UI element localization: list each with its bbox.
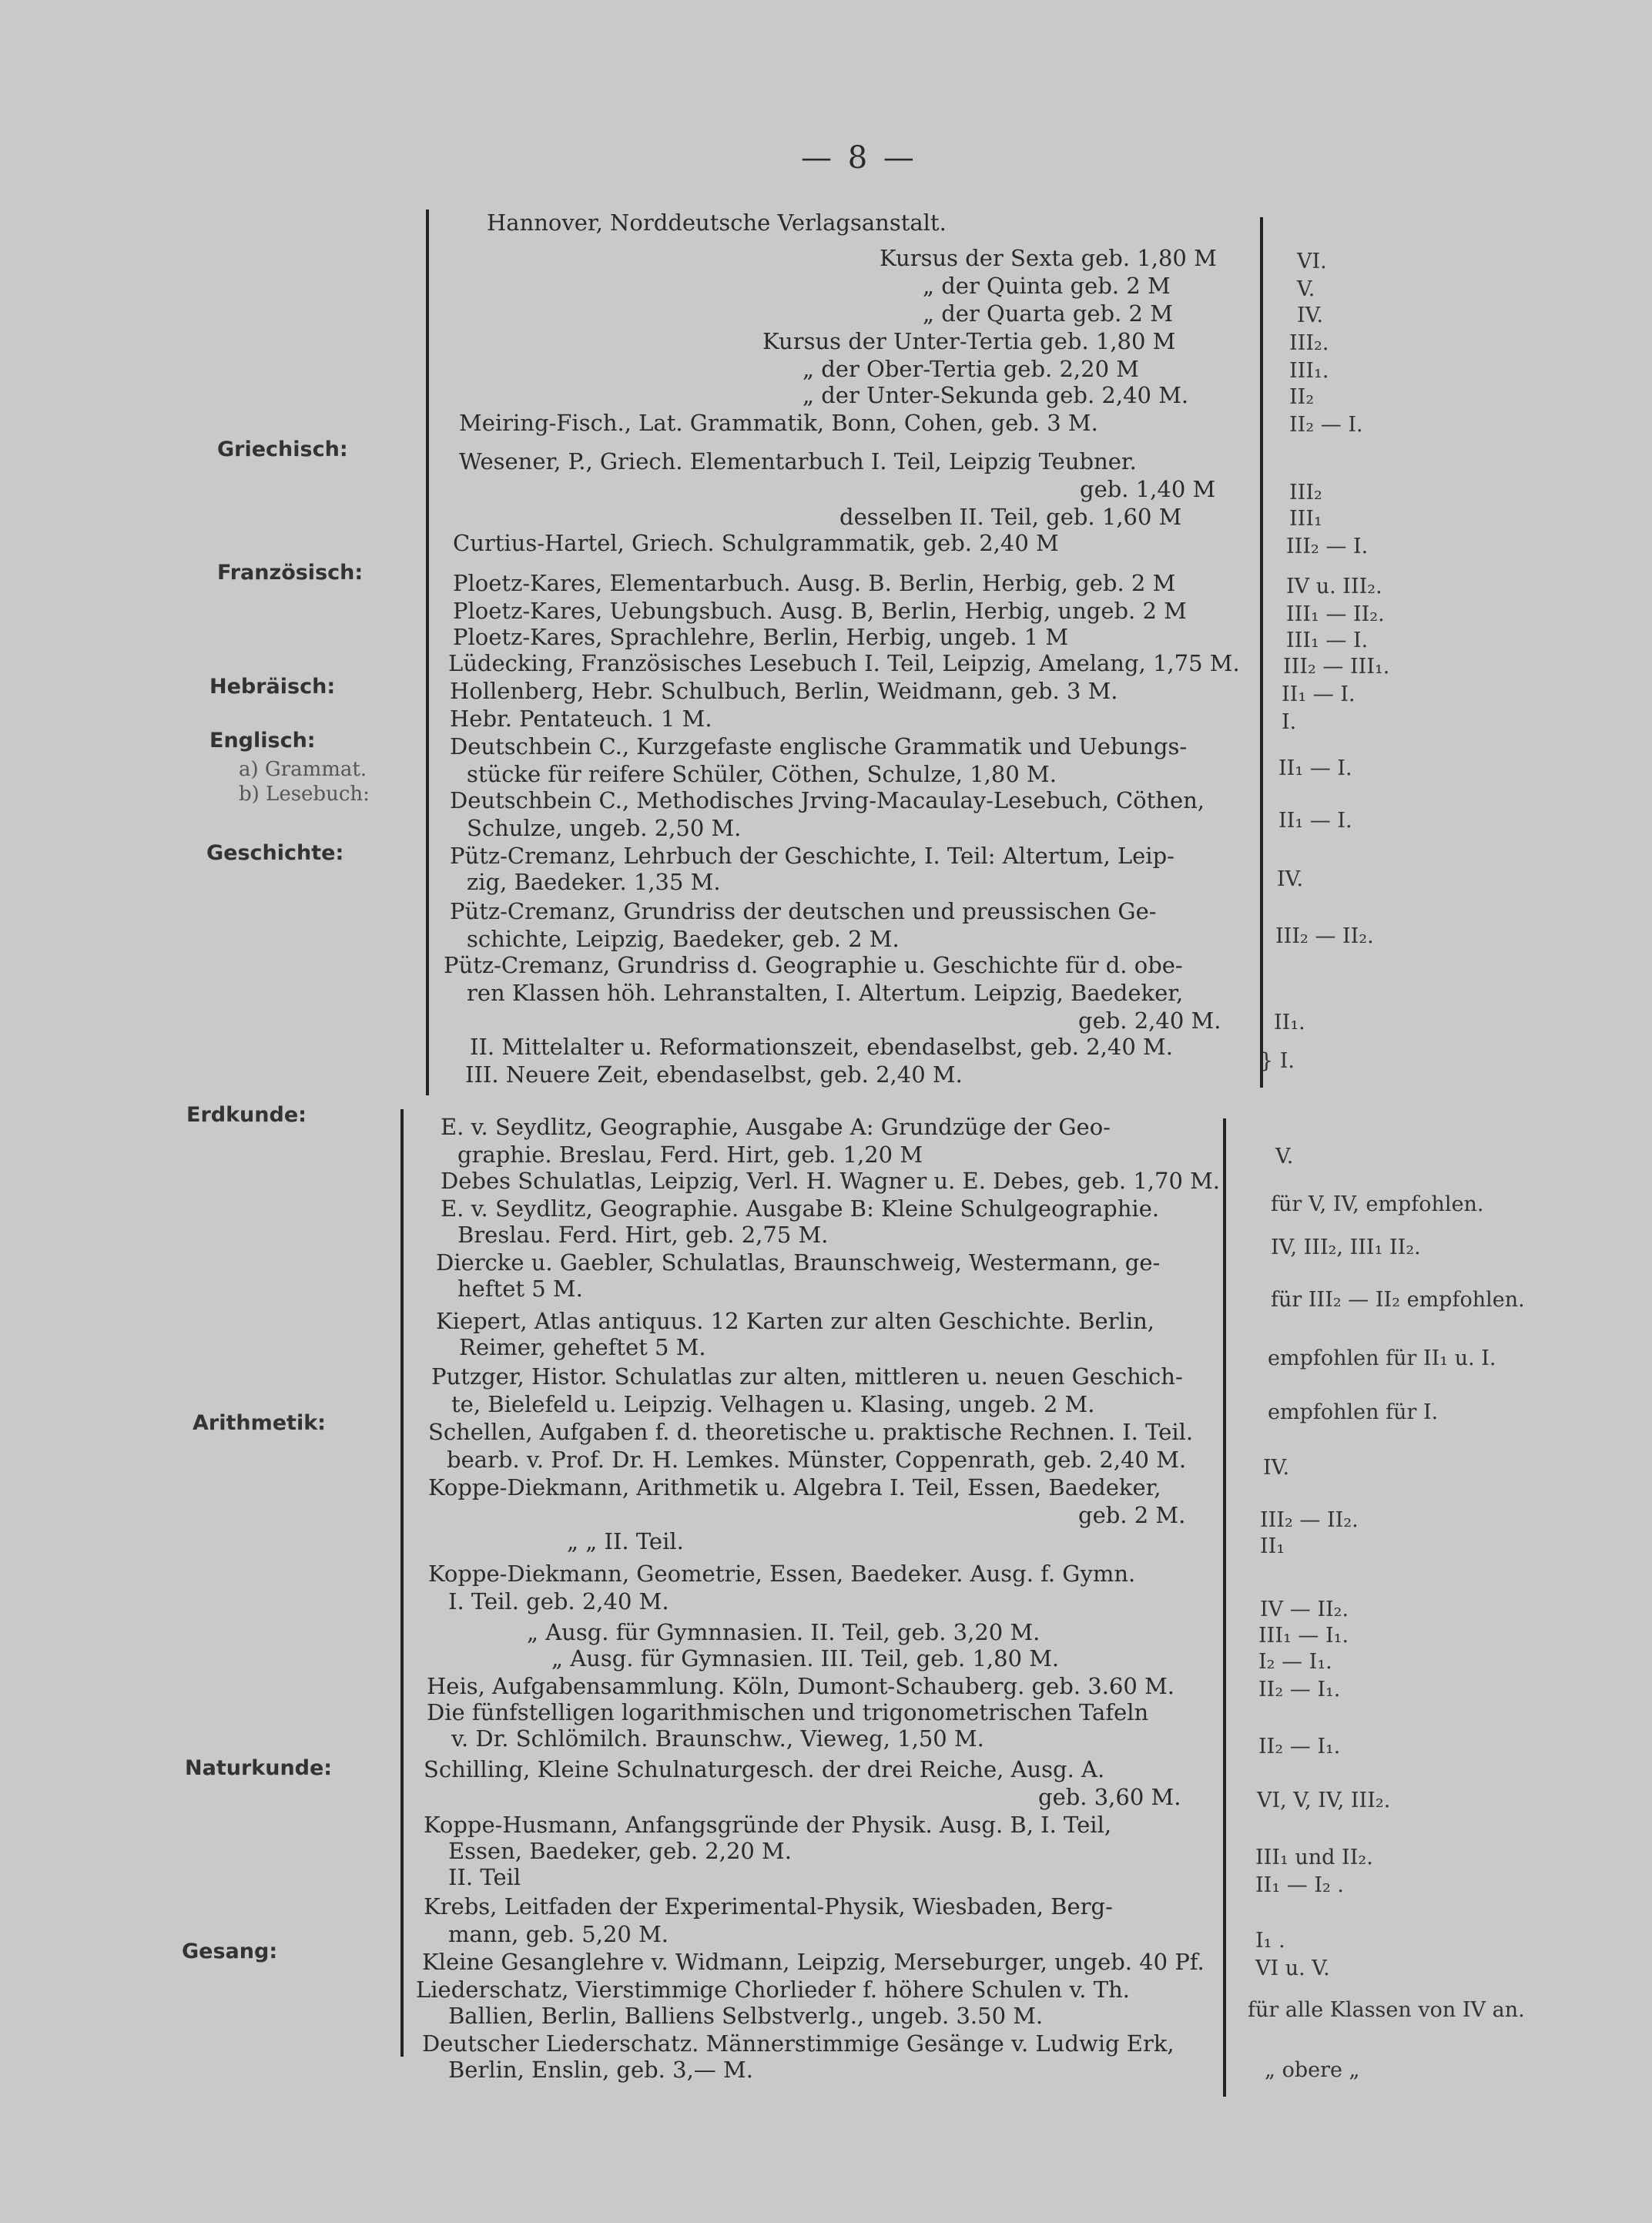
class-label: VI u. V. — [1255, 1956, 1330, 1980]
subject-englisch-lesebuch: b) Lesebuch: — [239, 783, 370, 806]
left-rule-upper — [426, 210, 429, 1095]
class-label: III₁ — [1289, 507, 1322, 531]
class-label: I₂ — I₁. — [1258, 1650, 1332, 1674]
class-label: III₁. — [1289, 359, 1329, 383]
entry-line: Kursus der Unter-Tertia geb. 1,80 M — [762, 328, 1176, 354]
subject-griechisch: Griechisch: — [217, 438, 348, 461]
class-label: II₁. — [1274, 1011, 1305, 1034]
entry-line: Kleine Gesanglehre v. Widmann, Leipzig, Merseburger, ungeb. 40 Pf. — [422, 1949, 1205, 1975]
entry-line: Deutschbein C., Methodisches Jrving-Macaulay-Lesebuch, Cöthen, — [450, 787, 1205, 813]
entry-line: Pütz-Cremanz, Lehrbuch der Geschichte, I. Teil: Altertum, Leip- — [450, 843, 1174, 869]
entry-line: Berlin, Enslin, geb. 3,— M. — [448, 2057, 753, 2083]
class-label: III₁ — I. — [1286, 629, 1369, 652]
entry-line: Ballien, Berlin, Balliens Selbstverlg., ungeb. 3.50 M. — [448, 2003, 1044, 2029]
entry-line: Diercke u. Gaebler, Schulatlas, Braunschweig, Westermann, ge- — [436, 1249, 1161, 1276]
class-label: III₂ — III₁. — [1283, 655, 1390, 679]
entry-line: E. v. Seydlitz, Geographie, Ausgabe A: Grundzüge der Geo- — [441, 1114, 1111, 1140]
class-label: IV. — [1277, 867, 1304, 891]
entry-line: geb. 2,40 M. — [1078, 1008, 1221, 1034]
class-label: IV, III₂, III₁ II₂. — [1271, 1236, 1421, 1259]
entry-line: Pütz-Cremanz, Grundriss der deutschen und preussischen Ge- — [450, 898, 1157, 924]
entry-line: III. Neuere Zeit, ebendaselbst, geb. 2,40 M. — [465, 1061, 963, 1088]
entry-line: Kursus der Sexta geb. 1,80 M — [880, 245, 1217, 271]
class-label: II₁ — I₂ . — [1255, 1873, 1344, 1897]
class-label: IV. — [1297, 303, 1324, 327]
entry-line: Pütz-Cremanz, Grundriss d. Geographie u. Geschichte für d. obe- — [444, 952, 1183, 978]
entry-line: „ der Quinta geb. 2 M — [923, 273, 1171, 299]
class-label: I. — [1282, 710, 1297, 734]
entry-line: „ der Unter-Sekunda geb. 2,40 M. — [803, 382, 1189, 408]
entry-line: Hannover, Norddeutsche Verlagsanstalt. — [487, 210, 947, 236]
entry-line: Deutscher Liederschatz. Männerstimmige Gesänge v. Ludwig Erk, — [422, 2030, 1174, 2057]
entry-line: Schilling, Kleine Schulnaturgesch. der drei Reiche, Ausg. A. — [424, 1756, 1105, 1782]
entry-line: ren Klassen höh. Lehranstalten, I. Altertum. Leipzig, Baedeker, — [467, 980, 1184, 1006]
class-label: II₂ — I₁. — [1258, 1735, 1341, 1759]
right-rule-lower — [1223, 1118, 1226, 2097]
entry-line: graphie. Breslau, Ferd. Hirt, geb. 1,20 M — [457, 1142, 923, 1168]
entry-line: te, Bielefeld u. Leipzig. Velhagen u. Klasing, ungeb. 2 M. — [451, 1391, 1095, 1417]
entry-line: Deutschbein C., Kurzgefaste englische Grammatik und Uebungs- — [450, 733, 1188, 759]
entry-line: Hebr. Pentateuch. 1 M. — [450, 706, 712, 732]
page-number: — 8 — — [801, 140, 917, 176]
class-label: II₁ — I. — [1278, 809, 1352, 833]
class-label: II₂ — [1289, 385, 1315, 409]
class-label: } I. — [1260, 1049, 1295, 1073]
class-label: III₂ — II₂. — [1275, 924, 1374, 948]
entry-line: Meiring-Fisch., Lat. Grammatik, Bonn, Cohen, geb. 3 M. — [459, 410, 1098, 436]
subject-englisch: Englisch: — [209, 729, 316, 753]
subject-erdkunde: Erdkunde: — [186, 1103, 307, 1127]
entry-line: II. Teil — [448, 1864, 521, 1890]
entry-line: geb. 2 M. — [1078, 1502, 1186, 1528]
class-label: III₁ — I₁. — [1258, 1624, 1349, 1648]
class-label: II₁ — I. — [1282, 682, 1355, 706]
class-label: III₁ und II₂. — [1255, 1846, 1373, 1869]
entry-line: „ der Ober-Tertia geb. 2,20 M — [803, 356, 1139, 382]
right-rule-upper — [1260, 217, 1263, 1088]
entry-line: Schellen, Aufgaben f. d. theoretische u. praktische Rechnen. I. Teil. — [428, 1419, 1194, 1445]
class-label: empfohlen für I. — [1268, 1400, 1439, 1424]
class-label: III₂. — [1289, 331, 1329, 355]
entry-line: desselben II. Teil, geb. 1,60 M — [839, 504, 1182, 530]
subject-franzoesisch: Französisch: — [217, 561, 364, 585]
entry-line: Krebs, Leitfaden der Experimental-Physik, Wiesbaden, Berg- — [424, 1893, 1113, 1920]
subject-geschichte: Geschichte: — [206, 841, 344, 865]
class-label: IV u. III₂. — [1286, 575, 1382, 598]
class-label: empfohlen für II₁ u. I. — [1268, 1346, 1496, 1370]
entry-line: Kiepert, Atlas antiquus. 12 Karten zur alten Geschichte. Berlin, — [436, 1308, 1154, 1334]
entry-line: v. Dr. Schlömilch. Braunschw., Vieweg, 1,50 M. — [451, 1725, 984, 1752]
entry-line: geb. 3,60 M. — [1038, 1784, 1181, 1810]
entry-line: Schulze, ungeb. 2,50 M. — [467, 815, 742, 841]
entry-line: Koppe-Husmann, Anfangsgründe der Physik. Ausg. B, I. Teil, — [424, 1812, 1112, 1838]
subject-hebraeisch: Hebräisch: — [209, 675, 336, 699]
entry-line: Ploetz-Kares, Uebungsbuch. Ausg. B, Berlin, Herbig, ungeb. 2 M — [453, 598, 1187, 624]
entry-line: mann, geb. 5,20 M. — [448, 1921, 669, 1947]
entry-line: geb. 1,40 M — [1080, 476, 1216, 502]
entry-line: Wesener, P., Griech. Elementarbuch I. Teil, Leipzig Teubner. — [459, 448, 1137, 474]
subject-arithmetik: Arithmetik: — [193, 1411, 326, 1435]
class-label: VI. — [1297, 250, 1327, 273]
entry-line: „ „ II. Teil. — [567, 1528, 684, 1554]
entry-line: bearb. v. Prof. Dr. H. Lemkes. Münster, Coppenrath, geb. 2,40 M. — [447, 1447, 1187, 1473]
class-label: III₁ — II₂. — [1286, 602, 1385, 626]
entry-line: stücke für reifere Schüler, Cöthen, Schulze, 1,80 M. — [467, 761, 1057, 787]
class-label: für V, IV, empfohlen. — [1271, 1192, 1484, 1216]
entry-line: „ Ausg. für Gymnasien. III. Teil, geb. 1,80 M. — [551, 1645, 1060, 1671]
class-label: „ obere „ — [1265, 2058, 1360, 2082]
left-rule-lower — [400, 1109, 404, 2057]
class-label: II₂ — I. — [1289, 413, 1363, 437]
class-label: für III₂ — II₂ empfohlen. — [1271, 1288, 1525, 1312]
entry-line: Heis, Aufgabensammlung. Köln, Dumont-Schauberg. geb. 3.60 M. — [427, 1673, 1174, 1699]
entry-line: schichte, Leipzig, Baedeker, geb. 2 M. — [467, 926, 900, 952]
class-label: VI, V, IV, III₂. — [1257, 1789, 1391, 1812]
entry-line: Hollenberg, Hebr. Schulbuch, Berlin, Weidmann, geb. 3 M. — [450, 678, 1118, 704]
entry-line: Koppe-Diekmann, Geometrie, Essen, Baedeker. Ausg. f. Gymn. — [428, 1561, 1136, 1587]
entry-line: „ Ausg. für Gymnnasien. II. Teil, geb. 3,20 M. — [527, 1619, 1040, 1645]
entry-line: II. Mittelalter u. Reformationszeit, ebendaselbst, geb. 2,40 M. — [470, 1034, 1173, 1060]
entry-line: E. v. Seydlitz, Geographie. Ausgabe B: Kleine Schulgeographie. — [441, 1195, 1160, 1222]
class-label: II₂ — I₁. — [1258, 1678, 1341, 1702]
class-label: II₁ — I. — [1278, 756, 1352, 780]
entry-line: zig, Baedeker. 1,35 M. — [467, 869, 721, 895]
class-label: IV — II₂. — [1260, 1598, 1349, 1621]
entry-line: Putzger, Histor. Schulatlas zur alten, mittleren u. neuen Geschich- — [431, 1363, 1183, 1390]
subject-englisch-grammatik: a) Grammat. — [239, 758, 367, 781]
class-label: II₁ — [1260, 1534, 1285, 1558]
class-label: IV. — [1263, 1456, 1290, 1480]
entry-line: Curtius-Hartel, Griech. Schulgrammatik, geb. 2,40 M — [453, 530, 1059, 556]
class-label: I₁ . — [1255, 1929, 1285, 1953]
entry-line: heftet 5 M. — [457, 1276, 583, 1302]
class-label: III₂ — I. — [1286, 535, 1369, 558]
subject-gesang: Gesang: — [182, 1940, 278, 1963]
entry-line: Ploetz-Kares, Elementarbuch. Ausg. B. Berlin, Herbig, geb. 2 M — [453, 570, 1176, 596]
entry-line: Ploetz-Kares, Sprachlehre, Berlin, Herbig, ungeb. 1 M — [453, 624, 1069, 650]
entry-line: Breslau. Ferd. Hirt, geb. 2,75 M. — [457, 1222, 829, 1248]
subject-naturkunde: Naturkunde: — [185, 1756, 333, 1780]
entry-line: Reimer, geheftet 5 M. — [459, 1334, 706, 1360]
entry-line: Essen, Baedeker, geb. 2,20 M. — [448, 1838, 792, 1864]
class-label: III₂ — II₂. — [1260, 1508, 1359, 1532]
entry-line: Die fünfstelligen logarithmischen und trigonometrischen Tafeln — [427, 1699, 1149, 1725]
entry-line: I. Teil. geb. 2,40 M. — [448, 1588, 669, 1614]
entry-line: „ der Quarta geb. 2 M — [923, 300, 1173, 327]
entry-line: Liederschatz, Vierstimmige Chorlieder f. höhere Schulen v. Th. — [416, 1977, 1130, 2003]
entry-line: Lüdecking, Französisches Lesebuch I. Teil, Leipzig, Amelang, 1,75 M. — [448, 650, 1240, 676]
class-label: V. — [1297, 277, 1315, 301]
class-label: V. — [1275, 1145, 1294, 1168]
class-label: III₂ — [1289, 481, 1322, 505]
class-label: für alle Klassen von IV an. — [1248, 1998, 1525, 2022]
entry-line: Koppe-Diekmann, Arithmetik u. Algebra I. Teil, Essen, Baedeker, — [428, 1474, 1161, 1500]
entry-line: Debes Schulatlas, Leipzig, Verl. H. Wagner u. E. Debes, geb. 1,70 M. — [441, 1168, 1221, 1194]
